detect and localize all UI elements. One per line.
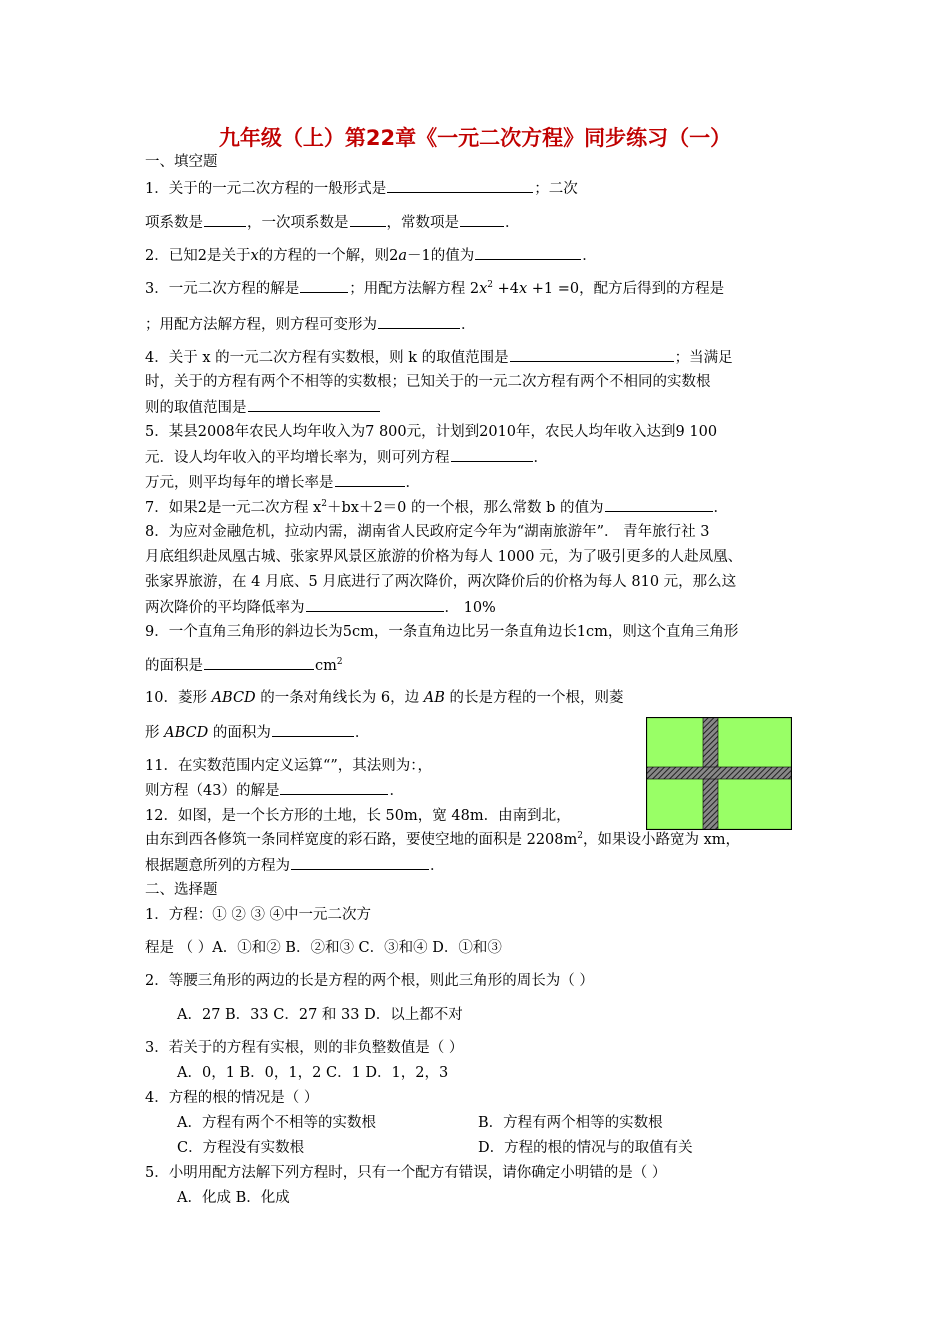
question-12-cont: 由东到西各修筑一条同样宽度的彩石路，要使空地的面积是 $2208m^2$，如果设小路宽为 xm， <box>145 831 741 848</box>
question-3-cont: ；用配方法解方程，则方程可变形为 ． <box>145 314 476 335</box>
answer-blank[interactable] <box>280 780 388 795</box>
land-plot-diagram <box>646 717 792 830</box>
choice-2: 2．等腰三角形的两边的长是方程的两个根，则此三角形的周长为（ ） <box>145 973 594 989</box>
question-8-cont: 月底组织赴凤凰古城、张家界风景区旅游的价格为每人 1000 元，为了吸引更多的人赴凤凰、 <box>145 549 743 565</box>
question-1-cont: 项系数是 ，一次项系数是 ，常数项是 ． <box>145 212 520 233</box>
choice-3-options: A．0，1 B．0，1，2 C．1 D．1，2，3 <box>177 1065 449 1081</box>
answer-blank[interactable] <box>248 397 380 412</box>
answer-blank[interactable] <box>460 212 504 227</box>
question-12-cont2: 根据题意所列的方程为 ． <box>145 855 445 876</box>
answer-blank[interactable] <box>300 278 348 293</box>
question-4: 4．关于 x 的一元二次方程有实数根，则 k 的取值范围是 ；当满足 <box>145 347 733 368</box>
choice-4-option-a: A．方程有两个不相等的实数根 <box>177 1115 376 1131</box>
page-title: 九年级（上）第22章《一元二次方程》同步练习（一） <box>218 126 732 150</box>
land-plot-figure <box>646 717 792 830</box>
question-2: 2．已知2是关于x的方程的一个解，则2a－1的值为 ． <box>145 245 597 266</box>
question-6: 万元，则平均每年的增长率是 ． <box>145 472 420 493</box>
question-12: 12．如图，是一个长方形的土地，长 50m，宽 48m．由南到北， <box>145 808 571 824</box>
choice-4-option-d: D．方程的根的情况与的取值有关 <box>478 1140 693 1156</box>
question-10: 10．菱形 ABCD 的一条对角线长为 6，边 AB 的长是方程的一个根，则菱 <box>145 690 624 706</box>
answer-blank[interactable] <box>204 212 246 227</box>
answer-blank[interactable] <box>387 178 533 193</box>
answer-blank[interactable] <box>475 245 581 260</box>
question-5: 5．某县2008年农民人均年收入为7 800元，计划到2010年，农民人均年收入达到9 100 <box>145 424 718 440</box>
choice-5-options: A．化成 B．化成 <box>177 1190 290 1206</box>
choice-4-option-b: B．方程有两个相等的实数根 <box>478 1115 663 1131</box>
question-5-cont: 元．设人均年收入的平均增长率为，则可列方程 ． <box>145 447 548 468</box>
answer-blank[interactable] <box>510 347 674 362</box>
choice-4-option-c: C．方程没有实数根 <box>177 1140 305 1156</box>
choice-1: 1．方程：① ② ③ ④中一元二次方 <box>145 907 372 923</box>
question-11: 11．在实数范围内定义运算“”，其法则为：， <box>145 758 433 774</box>
question-4-cont2: 则的取值范围是 <box>145 397 381 418</box>
answer-blank[interactable] <box>306 597 444 612</box>
east-west-road <box>647 767 792 779</box>
question-3: 3．一元二次方程的解是 ；用配方法解方程 $2x^2 +4x +1 =0$，配方后得到的方程是 <box>145 280 725 297</box>
answer-blank[interactable] <box>350 212 386 227</box>
answer-blank[interactable] <box>378 314 460 329</box>
choice-1-options: 程是 （ ）A．①和② B．②和③ C．③和④ D．①和③ <box>145 940 502 956</box>
section-fill-in: 一、填空题 <box>145 154 218 170</box>
question-8: 8．为应对金融危机，拉动内需，湖南省人民政府定今年为“湖南旅游年”． 青年旅行社 3 <box>145 524 710 540</box>
answer-blank[interactable] <box>272 722 354 737</box>
question-8-cont2: 张家界旅游，在 4 月底、5 月底进行了两次降价，两次降价后的价格为每人 810 元，那么这 <box>145 574 737 590</box>
answer-blank[interactable] <box>451 447 533 462</box>
question-1: 1．关于的一元二次方程的一般形式是 ；二次 <box>145 178 578 199</box>
answer-blank[interactable] <box>204 655 314 670</box>
choice-4: 4．方程的根的情况是（ ） <box>145 1090 319 1106</box>
question-9: 9．一个直角三角形的斜边长为5cm，一条直角边比另一条直角边长1cm，则这个直角三角形 <box>145 624 739 640</box>
answer-blank[interactable] <box>291 855 429 870</box>
choice-3: 3．若关于的方程有实根，则的非负整数值是（ ） <box>145 1040 464 1056</box>
choice-2-options: A．27 B．33 C．27 和 33 D．以上都不对 <box>177 1007 463 1023</box>
answer-blank[interactable] <box>605 497 713 512</box>
section-multiple-choice: 二、选择题 <box>145 882 218 898</box>
question-10-cont: 形 ABCD 的面积为 ． <box>145 722 369 743</box>
question-4-cont: 时，关于的方程有两个不相等的实数根；已知关于的一元二次方程有两个不相同的实数根 <box>145 374 711 390</box>
question-7: 7．如果2是一元二次方程 $x^2+bx+2=0$ 的一个根，那么常数 b 的值为 ． <box>145 499 729 516</box>
choice-5: 5．小明用配方法解下列方程时，只有一个配方有错误，请你确定小明错的是（ ） <box>145 1165 667 1181</box>
question-8-cont3: 两次降价的平均降低率为 ． 10% <box>145 597 496 618</box>
answer-blank[interactable] <box>335 472 405 487</box>
question-9-cont: 的面积是 $cm^2$ <box>145 657 343 674</box>
question-11-cont: 则方程（43）的解是 ． <box>145 780 404 801</box>
